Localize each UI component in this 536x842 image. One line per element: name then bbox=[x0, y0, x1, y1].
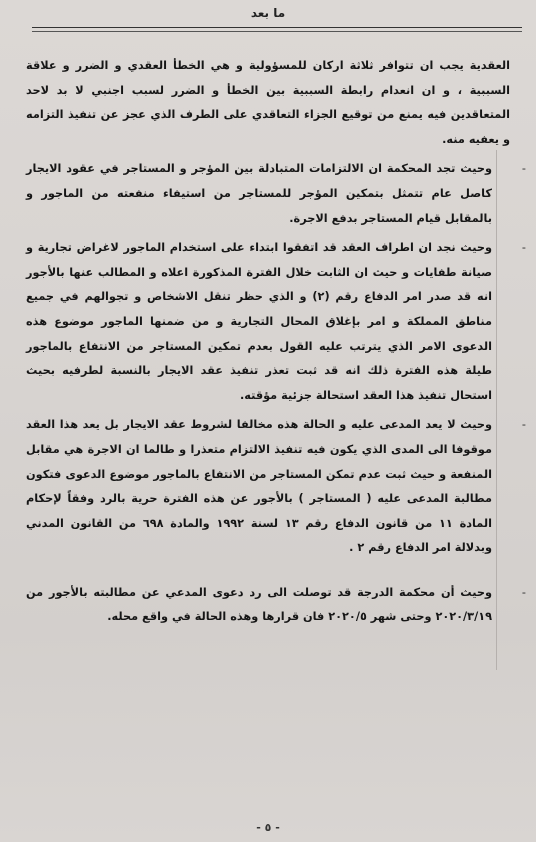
header-rule bbox=[32, 27, 522, 28]
paragraph-3-text: وحيث نجد ان اطراف العقد قد اتفقوا ابتداء على استخدام الماجور لاغراض تجارية و صيانة طفايات و حيث ان الثابت خلال الفترة المذكورة اعلاه و المطالب عنها بالأجور انه قد صدر امر الدفاع رقم (٢) و الذي حظر تنقل الاشخاص و تجوالهم في جميع مناطق المملكة و امر بإغلاق المحال التجارية و من ضمنها الماجور موضوع هذه الدعوى الامر الذي يترتب عليه القول بعدم تمكين المستاجر من الانتفاع بالماجور طيلة هذه الفترة ذلك انه قد ثبت تعذر تنفيذ عقد الايجار بالنسبة لطرفيه بحيث استحال تنفيذ هذا العقد استحالة جزئية مؤقته. bbox=[26, 241, 492, 402]
paragraph-5-text: وحيث أن محكمة الدرجة قد توصلت الى رد دعوى المدعي عن مطالبته بالأجور من ٢٠٢٠/٣/١٩ وحتى شهر ٢٠٢٠/٥ فان قرارها وهذه الحالة في واقع محله. bbox=[26, 585, 492, 624]
paragraph-1: العقدية يجب ان تتوافر ثلاثة اركان للمسؤولية و هي الخطأ العقدي و الضرر و علاقة السببية ، و ان انعدام رابطة السببية بين الخطأ و الضرر لسبب اجنبي لا بد لاحد المتعاقدين فيه يمنع من توقيع الجزاء التعاقدي على الطرف الذي عجز عن تنفيذ التزامه و يعفيه منه. bbox=[26, 59, 510, 146]
paragraph-4-text: وحيث لا يعد المدعى عليه و الحالة هذه مخالفا لشروط عقد الايجار بل يعد هذا العقد موقوفا الى المدى الذي يكون فيه تنفيذ الالتزام متعذرا و طالما ان الاجرة هي مقابل المنفعة و حيث ثبت عدم تمكن المستاجر من الانتفاع بالماجور موضوع الدعوى فتكون مطالبة المدعى عليه ( المستاجر ) بالأجور عن هذه الفترة حرية بالرد وفقاً لإحكام المادة ١١ من قانون الدفاع رقم ١٣ لسنة ١٩٩٢ والمادة ٦٩٨ من القانون المدني وبدلالة امر الدفاع رقم ٢ . bbox=[26, 418, 492, 555]
paragraph-4 bbox=[26, 413, 526, 561]
paragraph-2-text: وحيث تجد المحكمة ان الالتزامات المتبادلة بين المؤجر و المستاجر في عقود الايجار كاصل عام تتمثل بتمكين المؤجر للمستاجر من استيفاء منفعته من الماجور و بالمقابل قيام المستاجر بدفع الاجرة. bbox=[26, 162, 492, 225]
page-number: - ٥ - bbox=[256, 821, 280, 834]
bullet-dash: - bbox=[521, 162, 526, 176]
paragraph-2 bbox=[26, 157, 526, 231]
header-rule-thin bbox=[32, 31, 522, 32]
document-body bbox=[26, 54, 526, 630]
paragraph-5 bbox=[26, 581, 526, 630]
bullet-dash: - bbox=[521, 585, 526, 599]
paragraph-3 bbox=[26, 236, 526, 408]
bullet-dash: - bbox=[521, 241, 526, 255]
bullet-dash: - bbox=[521, 418, 526, 432]
page-header-title: ما بعد bbox=[250, 6, 286, 20]
